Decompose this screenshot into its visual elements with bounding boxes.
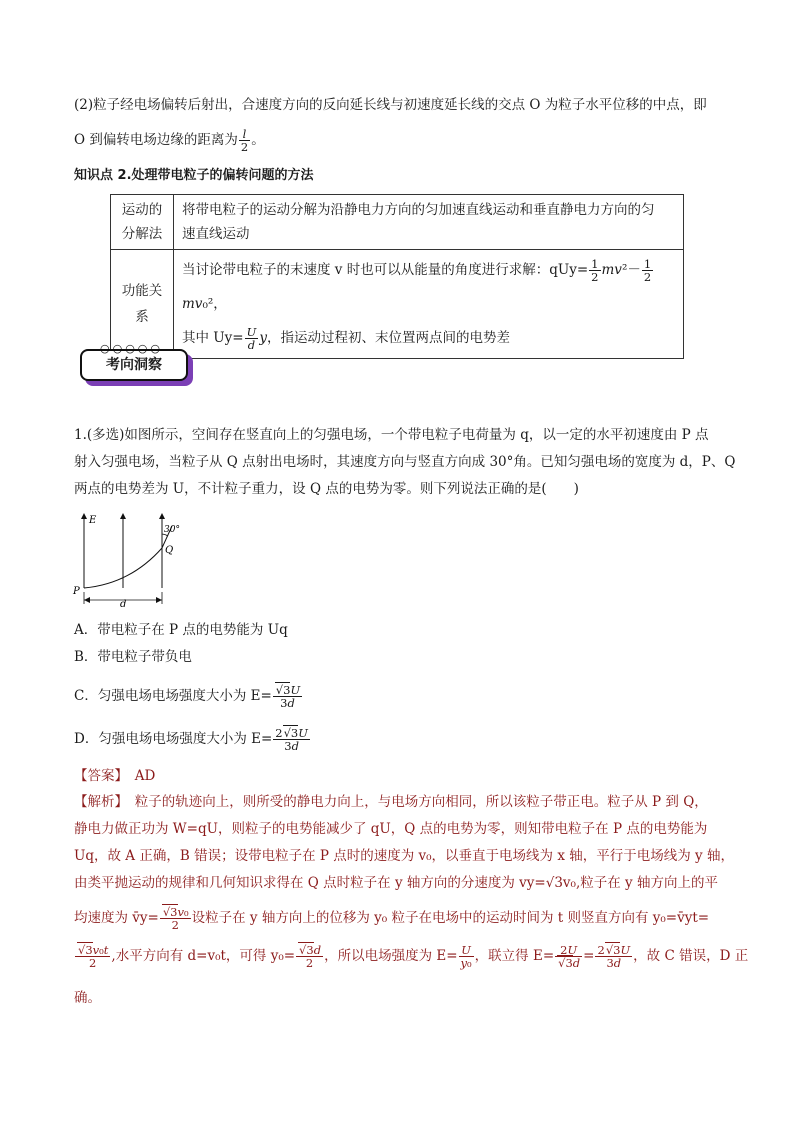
frac-num: l — [239, 128, 250, 141]
intro-line-1: (2)粒子经电场偏转后射出，合速度方向的反向延长线与初速度延长线的交点 O 为粒子水平位移的中点，即 — [74, 97, 707, 113]
intro-line-2-end: 。 — [251, 132, 265, 148]
table-text: 其中 Uy= $\frac{U}{d}$ y，指运动过程初、末位置两点间的电势差 — [182, 325, 510, 352]
answer-label: 【答案】 — [74, 768, 122, 784]
answer-line — [74, 766, 155, 786]
analysis-line: 静电力做正功为 W=qU，则粒子的电势能减少了 qU，Q 点的电势为零，则知带电粒子在 P 点的电势能为 — [74, 821, 708, 837]
fraction-1-2: $\frac{1}{2}$ — [591, 257, 599, 284]
fraction-2U-sqrt3d: $\frac{2U}{√3d}$ — [555, 944, 582, 969]
field-diagram — [70, 508, 200, 610]
analysis-line: 由类平抛运动的规律和几何知识求得在 Q 点时粒子在 y 轴方向的分速度为 vy=√3v₀,粒子在 y 轴方向上的平 — [74, 875, 718, 891]
frac-den: 2 — [240, 140, 249, 154]
label-Q: Q — [165, 545, 174, 556]
intro-line-2 — [74, 128, 265, 153]
fraction-U-y0: $\frac{U}{\text{y₀}}$ — [460, 943, 472, 970]
section-badge — [80, 342, 190, 379]
uy-desc: ，指运动过程初、末位置两点间的电势差 — [266, 330, 510, 346]
table-head-cell: 功能关系 — [111, 250, 174, 359]
analysis-line: 确。 — [74, 990, 101, 1006]
option-b: B．带电粒子带负电 — [74, 649, 192, 665]
label-P: P — [73, 586, 80, 597]
analysis-line — [74, 906, 709, 931]
table-row — [111, 250, 684, 359]
section-heading: 知识点 2.处理带电粒子的偏转问题的方法 — [74, 168, 314, 183]
analysis-text: ，联立得 E= — [474, 948, 555, 964]
analysis-text: 粒子的轨迹向上，则所受的静电力向上，与电场方向相同，所以该粒子带正电。粒子从 P 到 Q， — [134, 794, 708, 810]
analysis-text: 设粒子在 y 轴方向上的位移为 y₀ 粒子在电场中的运动时间为 t 则竖直方向有 y₀=v̄yt= — [191, 910, 710, 926]
fraction-sqrt3U-3d: $\frac{√3U}{3d}$ — [273, 684, 302, 709]
fraction-sqrt3v0t-2: $\frac{\text{√3v₀t}}{2}$ — [75, 944, 110, 969]
option-c — [74, 684, 303, 709]
fraction-sqrt3v0-2: $\frac{\text{√3v₀}}{2}$ — [160, 906, 191, 931]
analysis-text: = — [583, 948, 595, 964]
fraction-u-over-d: $\frac{U}{d}$ — [246, 325, 257, 352]
intro-line-2-text: O 到偏转电场边缘的距离为 — [74, 132, 238, 148]
energy-eq-text: 当讨论带电粒子的末速度 v 时也可以从能量的角度进行求解：qUy= — [182, 262, 589, 278]
answer-value: AD — [134, 768, 156, 784]
analysis-text: ，故 C 错误，D 正 — [633, 948, 749, 964]
trajectory-curve — [84, 526, 172, 588]
question-line: 1.(多选)如图所示，空间存在竖直向上的匀强电场，一个带电粒子电荷量为 q，以一定的水平初速度由 P 点 — [74, 427, 709, 443]
analysis-text: ，所以电场强度为 E= — [324, 948, 458, 964]
analysis-line: Uq，故 A 正确，B 错误；设带电粒子在 P 点时的速度为 v₀，以垂直于电场线为 x 轴，平行于电场线为 y 轴， — [74, 848, 734, 864]
fraction-l-over-2 — [239, 128, 250, 153]
question-line: 两点的电势差为 U，不计粒子重力，设 Q 点的电势为零。则下列说法正确的是( ) — [74, 481, 579, 497]
option-d — [74, 727, 311, 752]
table-head-cell: 运动的分解法 — [111, 195, 174, 250]
badge-label: 考向洞察 — [106, 357, 162, 373]
option-a: A．带电粒子在 P 点的电势能为 Uq — [74, 622, 288, 638]
label-angle: 30° — [164, 525, 180, 535]
binder-rings-icon: ○○○○○ — [100, 342, 163, 355]
fraction-2sqrt3U-3d: $\frac{2√3U}{3d}$ — [275, 726, 308, 753]
analysis-label: 【解析】 — [74, 794, 122, 810]
option-c-text: C．匀强电场电场强度大小为 E= — [74, 688, 272, 704]
table-body-cell — [174, 195, 684, 250]
analysis-line — [74, 944, 748, 969]
method-table — [110, 194, 684, 359]
fraction-2sqrt3U-3d: $\frac{2√3U}{3d}$ — [597, 943, 631, 970]
analysis-text: ,水平方向有 d=v₀t，可得 y₀= — [111, 948, 296, 964]
table-text: 将带电粒子的运动分解为沿静电力方向的匀加速直线运动和垂直静电力方向的匀 — [182, 202, 655, 218]
option-d-text: D．匀强电场电场强度大小为 E= — [74, 731, 273, 747]
question-line: 射入匀强电场，当粒子从 Q 点射出电场时，其速度方向与竖直方向成 30°角。已知匀强电场的宽度为 d，P、Q — [74, 454, 736, 470]
table-row — [111, 195, 684, 250]
fraction-sqrt3d-2: $\frac{√3d}{2}$ — [296, 944, 323, 969]
table-text: 当讨论带电粒子的末速度 v 时也可以从能量的角度进行求解：qUy= $\frac{1}{2}$ mv²－ $\frac{1}{2}$ mv₀²， — [182, 257, 652, 312]
uy-text: 其中 Uy= — [182, 330, 244, 346]
analysis-text: 均速度为 v̄y= — [74, 910, 159, 926]
table-body-cell — [174, 250, 684, 359]
analysis-line — [74, 792, 708, 812]
fraction-1-2: $\frac{1}{2}$ — [643, 257, 652, 284]
label-d: d — [120, 599, 127, 610]
label-E: E — [89, 515, 97, 526]
table-text: 速直线运动 — [182, 226, 250, 242]
